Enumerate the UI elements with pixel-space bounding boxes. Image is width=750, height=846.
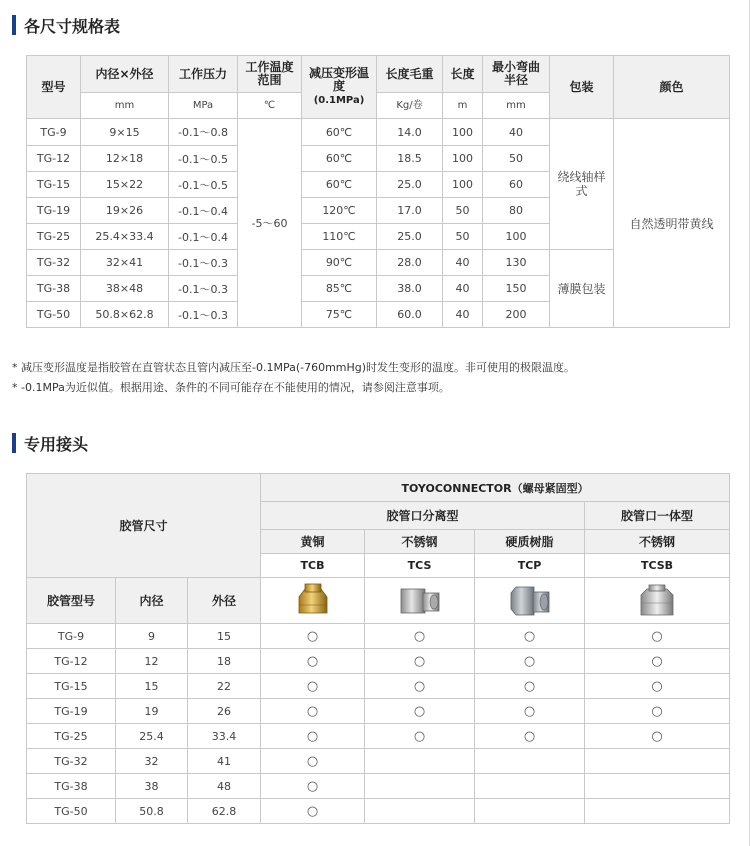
- mark-tcs: [365, 774, 475, 799]
- cell-pressure: -0.1～0.5: [169, 172, 238, 198]
- table-row: [27, 774, 730, 799]
- cell-hose-model: TG-9: [27, 624, 116, 649]
- cell-hose-model: TG-25: [27, 724, 116, 749]
- cell-length: 40: [443, 276, 483, 302]
- header-temp-range-l2: 范围: [257, 73, 282, 87]
- mark-tcb: ○: [261, 799, 365, 824]
- header-stainless-integrated: 不锈钢: [585, 530, 730, 554]
- header-outer: 外径: [188, 578, 261, 624]
- cell-weight: 14.0: [377, 119, 443, 146]
- header-color: 颜色: [614, 56, 730, 119]
- mark-tcs: [365, 799, 475, 824]
- mark-tcs: ○: [365, 699, 475, 724]
- header-bend-l1: 最小弯曲: [491, 60, 540, 74]
- packing-coil-l2: 式: [575, 184, 588, 198]
- header-hose-model: 胶管型号: [27, 578, 116, 624]
- image-tcb: [261, 578, 365, 624]
- mark-tcsb: ○: [585, 724, 730, 749]
- header-deform-l1: 减压变形温: [308, 66, 369, 80]
- cell-outer: 18: [188, 649, 261, 674]
- stainless-fitting-icon: [398, 583, 442, 619]
- header-deform-l2: 度: [332, 79, 345, 93]
- unit-temp-range: ℃: [238, 93, 302, 119]
- cell-inner: 38: [116, 774, 188, 799]
- cell-deform: 75℃: [302, 302, 377, 328]
- table-row: [27, 674, 730, 699]
- cell-model: TG-15: [27, 172, 81, 198]
- code-tcp: TCP: [475, 554, 585, 578]
- mark-tcsb: [585, 799, 730, 824]
- mark-tcs: [365, 749, 475, 774]
- header-pressure: 工作压力: [169, 56, 238, 93]
- resin-fitting-icon: [508, 583, 552, 619]
- cell-hose-model: TG-12: [27, 649, 116, 674]
- header-diameter: 内径×外径: [81, 56, 169, 93]
- cell-diameter: 25.4×33.4: [81, 224, 169, 250]
- header-temp-range-l1: 工作温度: [245, 60, 294, 74]
- header-hard-resin: 硬质树脂: [475, 530, 585, 554]
- cell-diameter: 12×18: [81, 146, 169, 172]
- cell-inner: 32: [116, 749, 188, 774]
- cell-length: 50: [443, 198, 483, 224]
- footnotes: [12, 358, 575, 398]
- connector-table: [26, 473, 730, 824]
- cell-hose-model: TG-38: [27, 774, 116, 799]
- table-row: [27, 799, 730, 824]
- header-bend: [483, 56, 550, 93]
- mark-tcp: ○: [475, 649, 585, 674]
- cell-pressure: -0.1～0.3: [169, 276, 238, 302]
- cell-deform: 120℃: [302, 198, 377, 224]
- code-tcsb: TCSB: [585, 554, 730, 578]
- header-deform: [302, 56, 377, 119]
- cell-packing-film: 薄膜包装: [550, 250, 614, 328]
- cell-bend: 50: [483, 146, 550, 172]
- cell-pressure: -0.1～0.3: [169, 250, 238, 276]
- mark-tcsb: ○: [585, 649, 730, 674]
- cell-diameter: 32×41: [81, 250, 169, 276]
- mark-tcp: ○: [475, 674, 585, 699]
- cell-outer: 33.4: [188, 724, 261, 749]
- cell-deform: 110℃: [302, 224, 377, 250]
- unit-diameter: mm: [81, 93, 169, 119]
- cell-outer: 62.8: [188, 799, 261, 824]
- cell-inner: 50.8: [116, 799, 188, 824]
- unit-bend: mm: [483, 93, 550, 119]
- cell-inner: 19: [116, 699, 188, 724]
- cell-bend: 150: [483, 276, 550, 302]
- mark-tcb: ○: [261, 649, 365, 674]
- mark-tcsb: [585, 774, 730, 799]
- cell-diameter: 19×26: [81, 198, 169, 224]
- cell-pressure: -0.1～0.3: [169, 302, 238, 328]
- title-accent-bar: [12, 15, 16, 35]
- cell-model: TG-9: [27, 119, 81, 146]
- mark-tcb: ○: [261, 749, 365, 774]
- code-tcb: TCB: [261, 554, 365, 578]
- header-deform-l3: (0.1MPa): [313, 95, 365, 106]
- footnote: * 减压变形温度是指胶管在直管状态且管内减压至-0.1MPa(-760mmHg)时发生变形的温度。非可使用的极限温度。: [12, 361, 576, 374]
- cell-bend: 60: [483, 172, 550, 198]
- cell-hose-model: TG-15: [27, 674, 116, 699]
- cell-bend: 130: [483, 250, 550, 276]
- cell-bend: 100: [483, 224, 550, 250]
- mark-tcs: ○: [365, 649, 475, 674]
- cell-diameter: 50.8×62.8: [81, 302, 169, 328]
- cell-outer: 26: [188, 699, 261, 724]
- cell-inner: 9: [116, 624, 188, 649]
- cell-model: TG-38: [27, 276, 81, 302]
- stainless-integrated-fitting-icon: [635, 583, 679, 619]
- cell-deform: 60℃: [302, 146, 377, 172]
- section-title-text: 各尺寸规格表: [24, 16, 121, 36]
- cell-hose-model: TG-32: [27, 749, 116, 774]
- header-packing: 包装: [550, 56, 614, 119]
- mark-tcs: ○: [365, 624, 475, 649]
- header-integrated: 胶管口一体型: [585, 502, 730, 530]
- mark-tcp: [475, 799, 585, 824]
- cell-length: 100: [443, 172, 483, 198]
- mark-tcsb: ○: [585, 699, 730, 724]
- cell-pressure: -0.1～0.5: [169, 146, 238, 172]
- table-row: [27, 119, 730, 146]
- cell-diameter: 9×15: [81, 119, 169, 146]
- cell-length: 100: [443, 146, 483, 172]
- cell-model: TG-25: [27, 224, 81, 250]
- cell-hose-model: TG-50: [27, 799, 116, 824]
- cell-deform: 90℃: [302, 250, 377, 276]
- cell-inner: 15: [116, 674, 188, 699]
- cell-outer: 48: [188, 774, 261, 799]
- cell-length: 40: [443, 250, 483, 276]
- mark-tcp: [475, 774, 585, 799]
- cell-weight: 38.0: [377, 276, 443, 302]
- cell-weight: 60.0: [377, 302, 443, 328]
- cell-temp-range: -5～60: [238, 119, 302, 328]
- header-connector: TOYOCONNECTOR（螺母紧固型）: [261, 474, 730, 502]
- title-accent-bar: [12, 433, 16, 453]
- cell-length: 50: [443, 224, 483, 250]
- mark-tcsb: [585, 749, 730, 774]
- mark-tcp: ○: [475, 699, 585, 724]
- image-tcp: [475, 578, 585, 624]
- cell-model: TG-12: [27, 146, 81, 172]
- cell-color: 自然透明带黄线: [614, 119, 730, 328]
- cell-packing-coil: [550, 119, 614, 250]
- section-title-text: 专用接头: [24, 434, 89, 454]
- brass-fitting-icon: [293, 583, 333, 619]
- cell-model: TG-32: [27, 250, 81, 276]
- unit-pressure: MPa: [169, 93, 238, 119]
- cell-model: TG-50: [27, 302, 81, 328]
- mark-tcs: ○: [365, 724, 475, 749]
- cell-length: 100: [443, 119, 483, 146]
- header-length: 长度: [443, 56, 483, 93]
- cell-pressure: -0.1～0.8: [169, 119, 238, 146]
- cell-length: 40: [443, 302, 483, 328]
- table-row: [27, 749, 730, 774]
- mark-tcsb: ○: [585, 674, 730, 699]
- cell-weight: 28.0: [377, 250, 443, 276]
- cell-outer: 41: [188, 749, 261, 774]
- footnote: * -0.1MPa为近似值。根据用途、条件的不同可能存在不能使用的情况，请参阅注意事项。: [12, 381, 450, 394]
- image-tcsb: [585, 578, 730, 624]
- mark-tcb: ○: [261, 699, 365, 724]
- mark-tcp: ○: [475, 624, 585, 649]
- mark-tcp: ○: [475, 724, 585, 749]
- table-row: [27, 724, 730, 749]
- section-title-specs: [12, 14, 120, 36]
- mark-tcb: ○: [261, 724, 365, 749]
- cell-pressure: -0.1～0.4: [169, 224, 238, 250]
- mark-tcb: ○: [261, 624, 365, 649]
- code-tcs: TCS: [365, 554, 475, 578]
- cell-bend: 80: [483, 198, 550, 224]
- cell-bend: 40: [483, 119, 550, 146]
- cell-diameter: 38×48: [81, 276, 169, 302]
- table-row: [27, 624, 730, 649]
- cell-bend: 200: [483, 302, 550, 328]
- spec-table: [26, 55, 730, 328]
- cell-weight: 25.0: [377, 224, 443, 250]
- unit-weight: Kg/卷: [377, 93, 443, 119]
- cell-weight: 18.5: [377, 146, 443, 172]
- mark-tcs: ○: [365, 674, 475, 699]
- header-bend-l2: 半径: [503, 73, 528, 87]
- cell-weight: 17.0: [377, 198, 443, 224]
- table-row: [27, 699, 730, 724]
- header-model: 型号: [27, 56, 81, 119]
- cell-deform: 60℃: [302, 119, 377, 146]
- header-weight: 长度毛重: [377, 56, 443, 93]
- cell-outer: 22: [188, 674, 261, 699]
- section-title-connectors: [12, 432, 88, 454]
- cell-model: TG-19: [27, 198, 81, 224]
- image-tcs: [365, 578, 475, 624]
- cell-outer: 15: [188, 624, 261, 649]
- header-brass: 黄铜: [261, 530, 365, 554]
- cell-deform: 60℃: [302, 172, 377, 198]
- header-temp-range: [238, 56, 302, 93]
- header-stainless: 不锈钢: [365, 530, 475, 554]
- cell-deform: 85℃: [302, 276, 377, 302]
- cell-weight: 25.0: [377, 172, 443, 198]
- mark-tcb: ○: [261, 774, 365, 799]
- packing-coil-l1: 绕线轴样: [557, 170, 606, 184]
- header-separate: 胶管口分离型: [261, 502, 585, 530]
- mark-tcsb: ○: [585, 624, 730, 649]
- cell-inner: 25.4: [116, 724, 188, 749]
- cell-inner: 12: [116, 649, 188, 674]
- header-inner: 内径: [116, 578, 188, 624]
- cell-pressure: -0.1～0.4: [169, 198, 238, 224]
- cell-diameter: 15×22: [81, 172, 169, 198]
- mark-tcb: ○: [261, 674, 365, 699]
- table-row: [27, 649, 730, 674]
- header-hose-size: 胶管尺寸: [27, 474, 261, 578]
- mark-tcp: [475, 749, 585, 774]
- cell-hose-model: TG-19: [27, 699, 116, 724]
- unit-length: m: [443, 93, 483, 119]
